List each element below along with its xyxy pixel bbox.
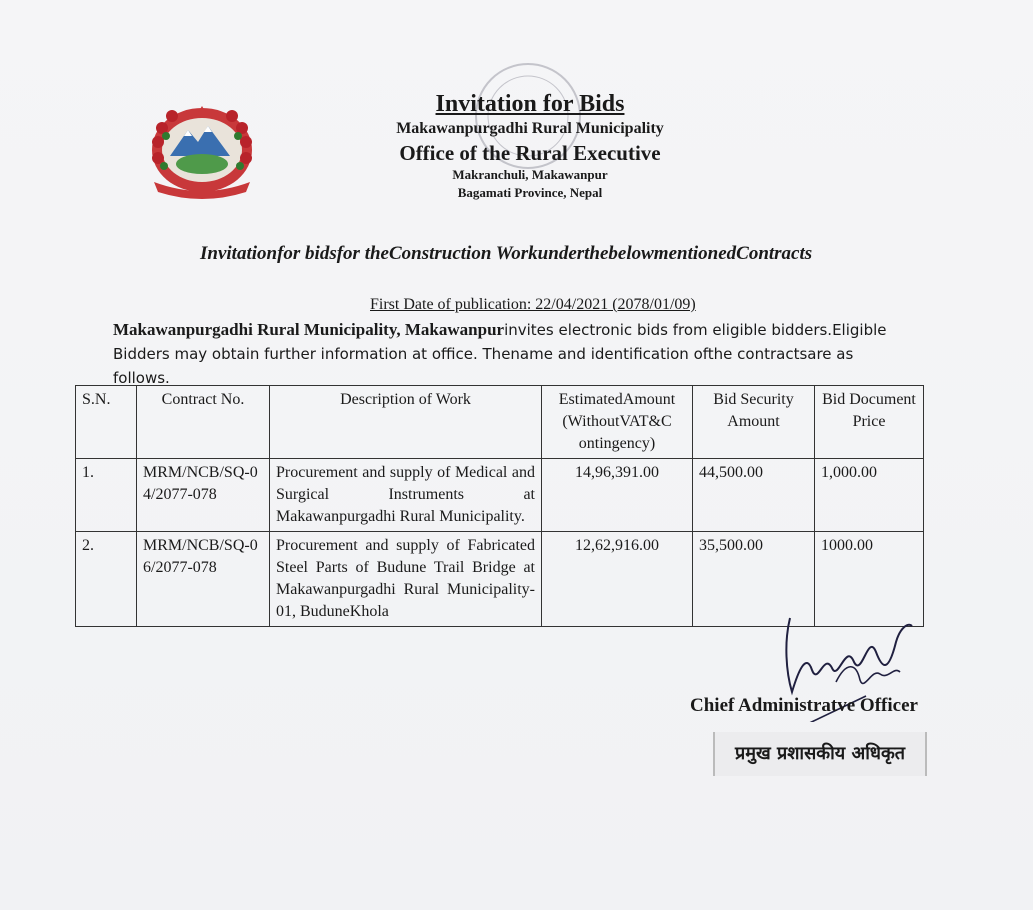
cell-estimated-amount: 14,96,391.00	[542, 459, 693, 532]
cell-sn: 1.	[76, 459, 137, 532]
intro-organization: Makawanpurgadhi Rural Municipality, Makawanpur	[113, 320, 505, 339]
cell-bid-security: 35,500.00	[693, 532, 815, 627]
cell-description: Procurement and supply of Fabricated Steel Parts of Budune Trail Bridge at Makawanpurgadhi Rural Municipality-01, BuduneKhola	[270, 532, 542, 627]
cell-sn: 2.	[76, 532, 137, 627]
cell-bid-security: 44,500.00	[693, 459, 815, 532]
office-name: Office of the Rural Executive	[399, 141, 661, 165]
subject-line: Invitationfor bidsfor theConstruction WorkunderthebelowmentionedContracts	[200, 243, 813, 264]
header-description: Description of Work	[270, 386, 542, 459]
letterhead	[330, 90, 730, 202]
intro-paragraph	[113, 318, 893, 390]
cell-contract-no: MRM/NCB/SQ-06/2077-078	[137, 532, 270, 627]
page-title: Invitation for Bids	[435, 91, 625, 117]
intro-text: invites electronic bids from eligible bidders.Eligible Bidders may obtain further information at office. Thename and identification ofthe contractsare as follows.	[113, 321, 887, 387]
address-line-2: Bagamati Province, Nepal	[457, 185, 603, 200]
publication-date: First Date of publication: 22/04/2021 (2078/01/09)	[370, 296, 696, 313]
cell-document-price: 1,000.00	[815, 459, 924, 532]
table-header-row	[76, 386, 924, 459]
cell-contract-no: MRM/NCB/SQ-04/2077-078	[137, 459, 270, 532]
nepal-emblem-icon	[146, 104, 258, 200]
signatory-title: Chief Administratve Officer	[690, 695, 918, 716]
header-estimated-amount: EstimatedAmount (WithoutVAT&C ontingency)	[542, 386, 693, 459]
cell-estimated-amount: 12,62,916.00	[542, 532, 693, 627]
header-contract-no: Contract No.	[137, 386, 270, 459]
table-row	[76, 459, 924, 532]
cell-description: Procurement and supply of Medical and Surgical Instruments at Makawanpurgadhi Rural Municipality.	[270, 459, 542, 532]
official-seal: प्रमुख प्रशासकीय अधिकृत	[713, 732, 927, 776]
address-line-1: Makranchuli, Makawanpur	[452, 167, 608, 182]
cell-document-price: 1000.00	[815, 532, 924, 627]
header-document-price: Bid Document Price	[815, 386, 924, 459]
header-bid-security: Bid Security Amount	[693, 386, 815, 459]
organization-name: Makawanpurgadhi Rural Municipality	[396, 120, 664, 137]
contracts-table	[75, 385, 924, 627]
header-sn: S.N.	[76, 386, 137, 459]
